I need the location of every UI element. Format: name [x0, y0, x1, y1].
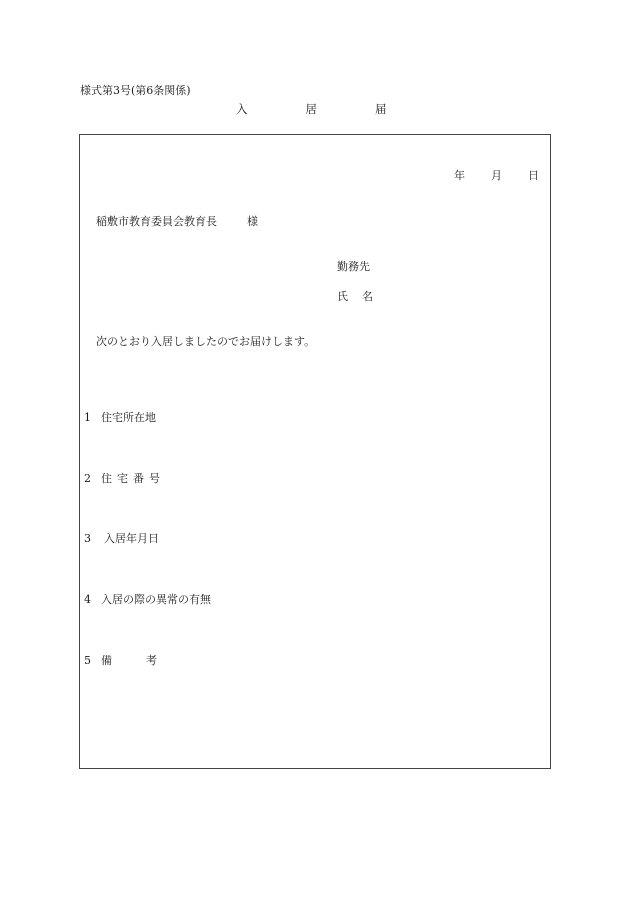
item-label: 入居の際の異常の有無	[101, 593, 211, 606]
list-item	[84, 470, 165, 486]
title-char: 入	[236, 102, 248, 116]
item-label-char: 考	[146, 654, 157, 667]
item-number: 4	[84, 593, 91, 606]
item-number: 3	[84, 532, 91, 545]
name-label	[337, 288, 373, 304]
addressee-name: 稲敷市教育委員会教育長	[96, 215, 217, 228]
list-item	[84, 530, 159, 546]
item-number: 1	[84, 411, 91, 424]
name-label-char: 名	[362, 290, 373, 303]
addressee	[96, 213, 258, 229]
item-number: 2	[84, 472, 91, 485]
item-number: 5	[84, 654, 91, 667]
item-label: 住宅所在地	[101, 411, 156, 424]
name-label-char: 氏	[337, 290, 348, 303]
addressee-honorific: 様	[247, 215, 258, 228]
list-item	[84, 409, 156, 425]
workplace-label: 勤務先	[337, 260, 370, 273]
item-label-char: 備	[101, 654, 112, 667]
title-char: 居	[305, 102, 317, 116]
list-item	[84, 652, 157, 668]
date-month: 月	[491, 169, 502, 182]
date-day: 日	[528, 169, 539, 182]
statement: 次のとおり入居しましたのでお届けします。	[96, 335, 316, 348]
date-year: 年	[454, 169, 465, 182]
form-frame	[79, 134, 551, 769]
list-item	[84, 591, 211, 607]
item-label: 入居年月日	[104, 532, 159, 545]
form-number: 様式第3号(第6条関係)	[80, 84, 191, 97]
date-line	[454, 167, 539, 183]
document-title	[236, 101, 387, 117]
item-label: 住宅番号	[101, 472, 165, 485]
title-char: 届	[375, 102, 387, 116]
